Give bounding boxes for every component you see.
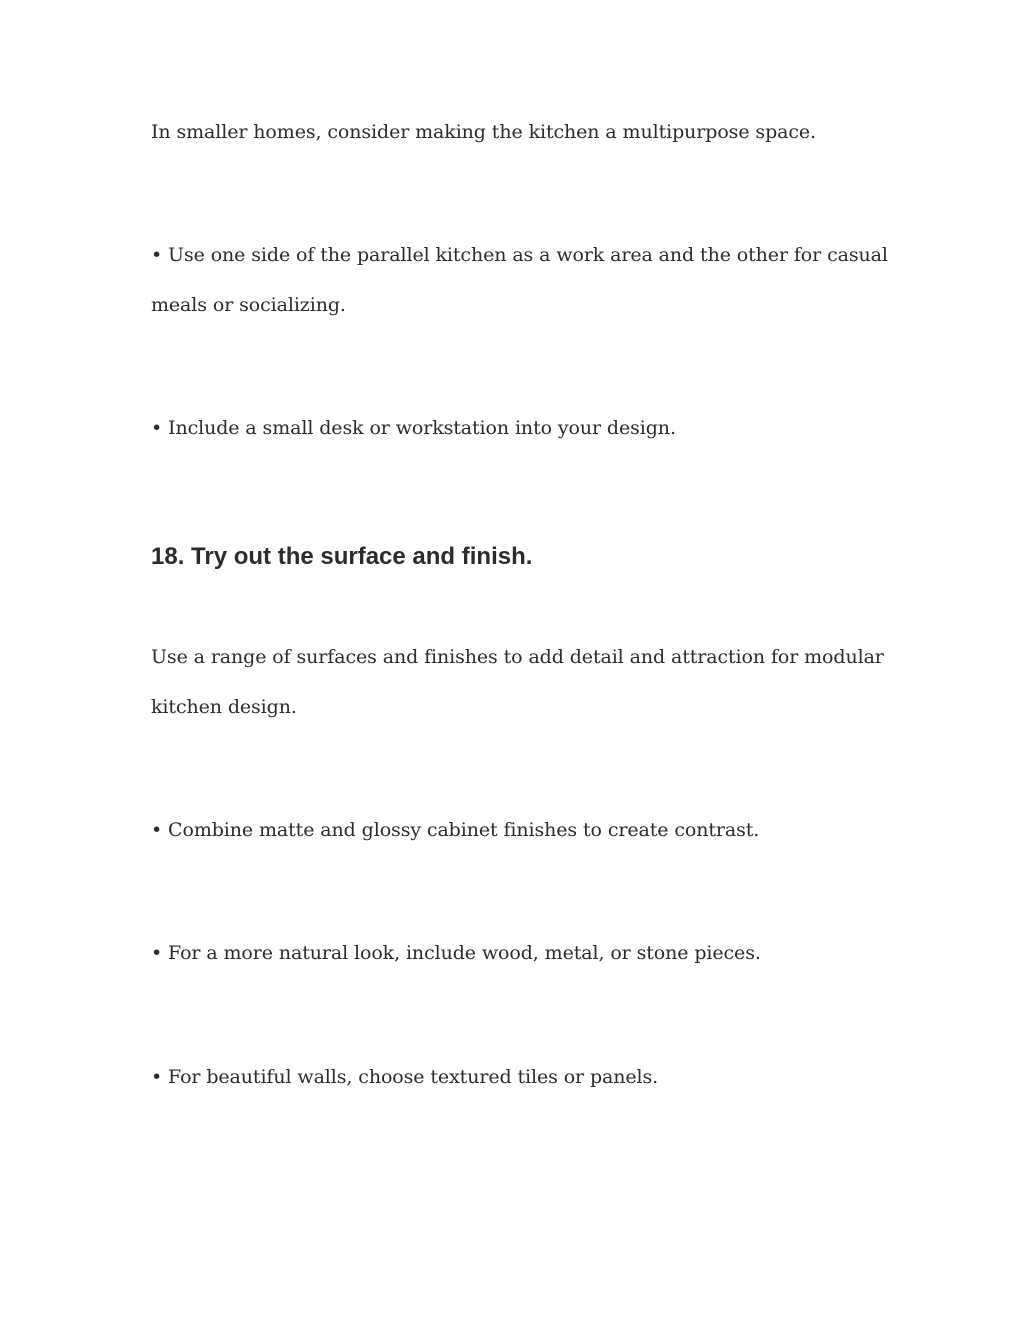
section-paragraph-line-2: kitchen design. — [151, 696, 297, 718]
bullet-desk-workstation: • Include a small desk or workstation into your design. — [151, 417, 676, 439]
section-heading: 18. Try out the surface and finish. — [151, 543, 533, 570]
bullet-natural-look: • For a more natural look, include wood, metal, or stone pieces. — [151, 942, 761, 964]
bullet-parallel-kitchen-line-1: • Use one side of the parallel kitchen as a work area and the other for casual — [151, 244, 888, 266]
intro-paragraph: In smaller homes, consider making the kitchen a multipurpose space. — [151, 121, 816, 143]
section-paragraph-line-1: Use a range of surfaces and finishes to add detail and attraction for modular — [151, 646, 884, 668]
bullet-matte-glossy: • Combine matte and glossy cabinet finishes to create contrast. — [151, 819, 760, 841]
bullet-parallel-kitchen-line-2: meals or socializing. — [151, 294, 346, 316]
bullet-textured-walls: • For beautiful walls, choose textured tiles or panels. — [151, 1066, 659, 1088]
